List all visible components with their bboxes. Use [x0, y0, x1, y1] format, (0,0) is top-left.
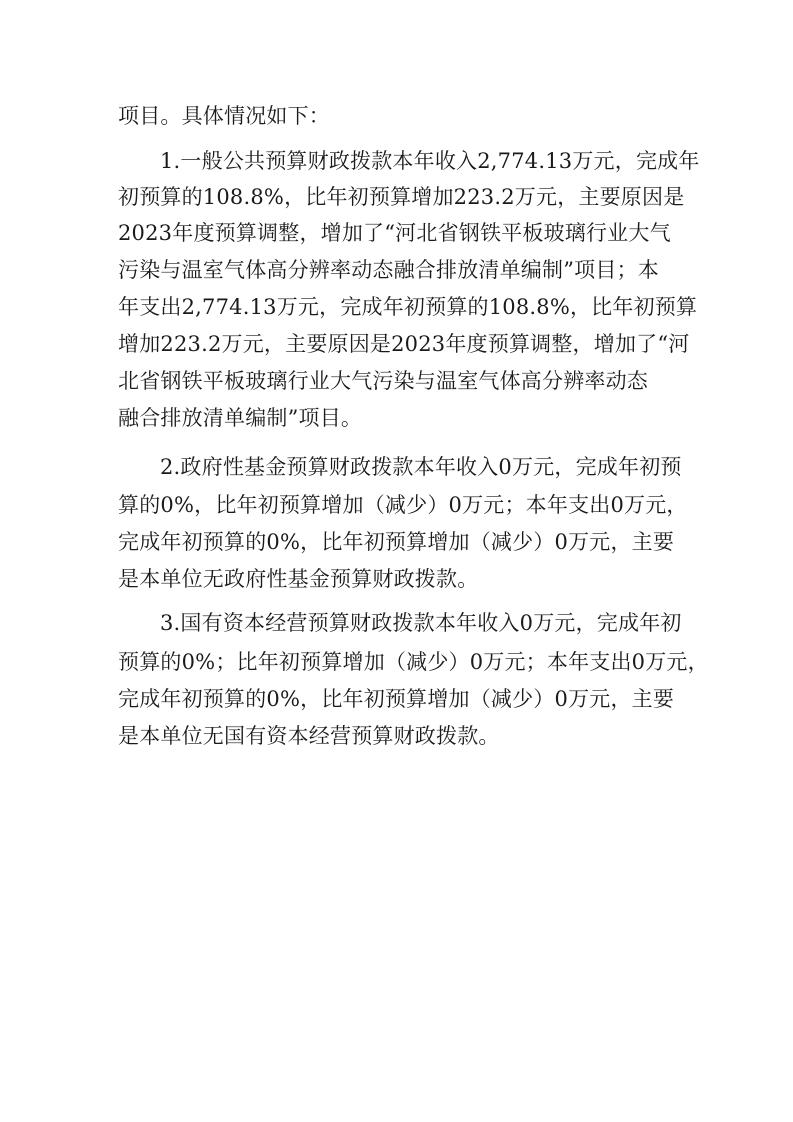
text-line: 项目。具体情况如下： — [118, 104, 330, 128]
text-line: 融合排放清单编制”项目。 — [118, 406, 363, 430]
text-line: 完成年初预算的0%，比年初预算增加（减少）0万元，主要 — [118, 530, 675, 554]
text-line: 2023年度预算调整，增加了“河北省钢铁平板玻璃行业大气 — [118, 221, 671, 245]
paragraph-2-first-line: 2.政府性基金预算财政拨款本年收入0万元，完成年初预 — [160, 455, 682, 479]
text-line: 年支出2,774.13万元，完成年初预算的108.8%，比年初预算 — [118, 295, 698, 319]
text-line: 是本单位无国有资本经营预算财政拨款。 — [118, 724, 500, 748]
text-line: 增加223.2万元，主要原因是2023年度预算调整，增加了“河 — [118, 332, 690, 356]
text-line: 完成年初预算的0%，比年初预算增加（减少）0万元，主要 — [118, 687, 675, 711]
text-line: 预算的0%；比年初预算增加（减少）0万元；本年支出0万元， — [118, 650, 709, 674]
text-line: 污染与温室气体高分辨率动态融合排放清单编制”项目；本 — [118, 258, 659, 282]
text-line: 初预算的108.8%，比年初预算增加223.2万元，主要原因是 — [118, 185, 685, 209]
text-line: 算的0%，比年初预算增加（减少）0万元；本年支出0万元， — [118, 493, 688, 517]
paragraph-1-first-line: 1.一般公共预算财政拨款本年收入2,774.13万元，完成年 — [160, 149, 700, 173]
text-line: 北省钢铁平板玻璃行业大气污染与温室气体高分辨率动态 — [118, 369, 648, 393]
text-line: 是本单位无政府性基金预算财政拨款。 — [118, 567, 479, 591]
paragraph-3-first-line: 3.国有资本经营预算财政拨款本年收入0万元，完成年初 — [160, 611, 682, 635]
